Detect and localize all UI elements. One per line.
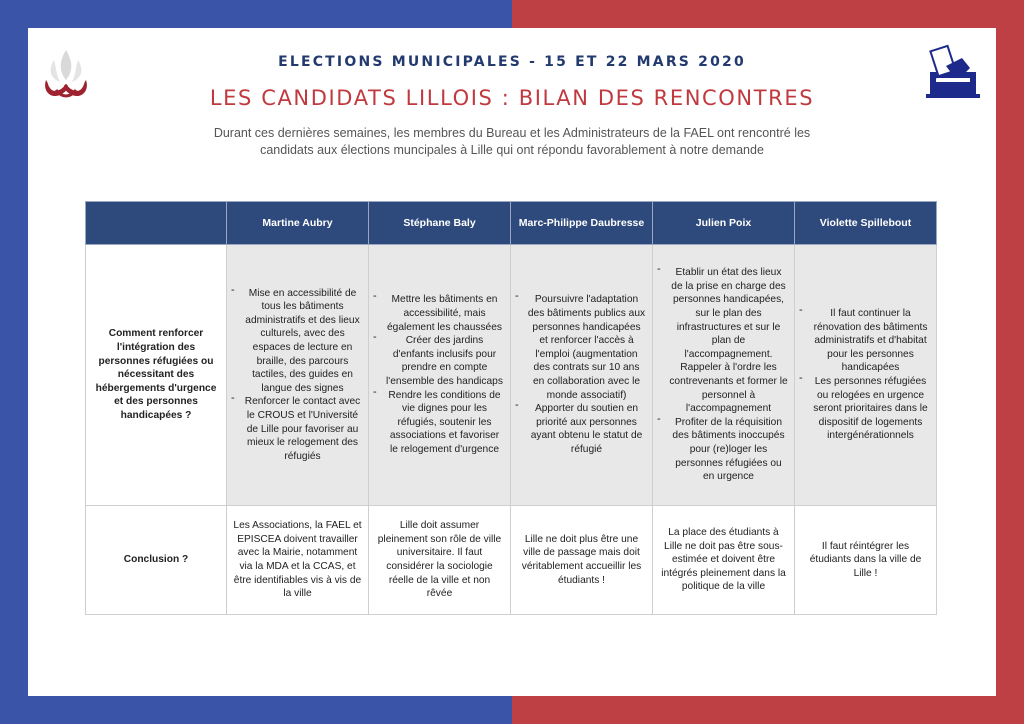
header-candidate: Violette Spillebout [795,202,937,245]
intro-line-2: candidats aux élections muncipales à Lille qui ont répondu favorablement à notre demande [260,143,764,157]
conclusion-cell: Il faut réintégrer les étudiants dans la ville de Lille ! [795,506,937,615]
conclusion-cell: Lille ne doit plus être une ville de passage mais doit véritablement accueillir les étudiants ! [511,506,653,615]
answer-list [659,266,788,484]
answer-item: - Il faut continuer la rénovation des bâtiments administratifs et d'habitat pour les personnes handicapées [801,307,930,375]
answer-list [801,307,930,443]
answer-item: - Mettre les bâtiments en accessibilité, mais également les chaussées [375,293,504,334]
answer-cell [511,245,653,506]
answer-cell [653,245,795,506]
document-card [28,28,996,696]
answer-cell [369,245,511,506]
table-row-question [86,245,937,506]
answer-item: - Les personnes réfugiées ou relogées en urgence seront prioritaires dans le dispositif de logements intergénérationnels [801,375,930,443]
table-row-conclusion [86,506,937,615]
header-candidate: Martine Aubry [227,202,369,245]
header-empty-cell [86,202,227,245]
intro-line-1: Durant ces dernières semaines, les membres du Bureau et les Administrateurs de la FAEL ont rencontré les [213,126,811,140]
candidates-table [85,201,937,615]
answer-cell [795,245,937,506]
answer-item: - Rendre les conditions de vie dignes pour les réfugiés, soutenir les associations et favoriser le relogement d'urgence [375,389,504,457]
answer-item: - Créer des jardins d'enfants inclusifs pour prendre en compte l'ensemble des handicaps [375,334,504,388]
supertitle: ELECTIONS MUNICIPALES - 15 ET 22 MARS 2020 [278,54,746,70]
answer-item: - Renforcer le contact avec le CROUS et l'Université de Lille pour favoriser au mieux le relogement des réfugiés [233,395,362,463]
header-candidate: Marc-Philippe Daubresse [511,202,653,245]
header-candidate: Julien Poix [653,202,795,245]
conclusion-cell: Les Associations, la FAEL et EPISCEA doivent travailler avec la Mairie, notamment via la MDA et la CCAS, et être identifiables vis à vis de la ville [227,506,369,615]
answer-item: - Profiter de la réquisition des bâtiments inoccupés pour (re)loger les personnes réfugiées ou en urgence [659,416,788,484]
question-cell: Comment renforcer l'intégration des personnes réfugiées ou nécessitant des hébergements d'urgence et des personnes handicapées ? [86,245,227,506]
answer-cell [227,245,369,506]
answer-list [517,293,646,456]
intro-paragraph [178,125,846,159]
answer-item: - Apporter du soutien en priorité aux personnes ayant obtenu le statut de réfugié [517,402,646,456]
conclusion-cell: Lille doit assumer pleinement son rôle de ville universitaire. Il faut considérer la sociologie réelle de la ville et non rêvée [369,506,511,615]
conclusion-cell: La place des étudiants à Lille ne doit pas être sous-estimée et doivent être intégrés pleinement dans la politique de la ville [653,506,795,615]
answer-item: - Poursuivre l'adaptation des bâtiments publics aux personnes handicapées et renforcer l'accès à l'emploi (augmentation des contrats sur 10 ans en collaboration avec le monde associatif) [517,293,646,402]
answer-item: - Mise en accessibilité de tous les bâtiments administratifs et des lieux culturels, avec des espaces de lecture en braille, des parcours tactiles, des guides en langue des signes [233,287,362,396]
page-title: LES CANDIDATS LILLOIS : BILAN DES RENCONTRES [209,86,815,110]
header-candidate: Stéphane Baly [369,202,511,245]
conclusion-label-cell: Conclusion ? [86,506,227,615]
table-header-row [86,202,937,245]
answer-list [233,287,362,464]
answer-item: - Etablir un état des lieux de la prise en charge des personnes handicapées, sur le plan des infrastructures et sur le plan de l'accompagnement. Rappeler à l'ordre les contrevenants et former le personnel à l'accompagnement [659,266,788,416]
answer-list [375,293,504,456]
